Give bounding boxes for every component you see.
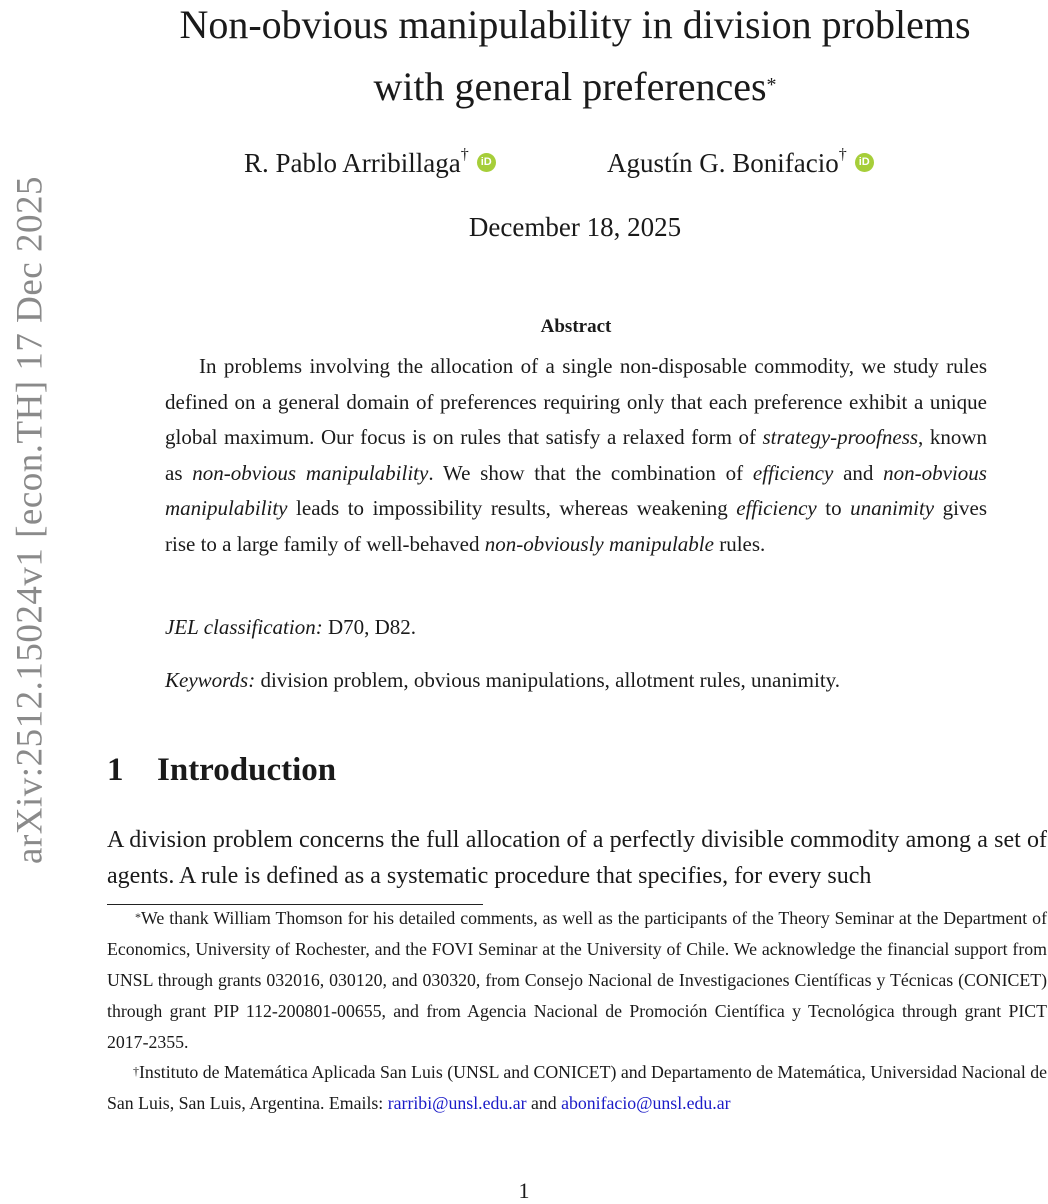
email-link-1[interactable]: rarribi@unsl.edu.ar: [387, 1093, 527, 1113]
abstract-emphasis: unanimity: [850, 496, 935, 520]
footnote-2-mark: †: [133, 1064, 140, 1078]
keywords-value: division problem, obvious manipulations, allotment rules, unanimity.: [255, 668, 841, 692]
keywords: [165, 668, 987, 693]
footnote-1: [107, 903, 1047, 1058]
email-link-2[interactable]: abonifacio@unsl.edu.ar: [561, 1093, 731, 1113]
author-2: [607, 148, 874, 179]
jel-classification: [165, 615, 987, 640]
title-line-1: Non-obvious manipulability in division problems: [179, 2, 971, 47]
abstract-text: , known as: [165, 425, 987, 485]
abstract-text: leads to impossibility results, whereas weakening: [287, 496, 737, 520]
section-number: 1: [107, 752, 124, 788]
abstract-emphasis: non-obvious manipulability: [192, 460, 429, 485]
author-1: [244, 148, 496, 179]
abstract-text: rules.: [713, 531, 766, 556]
footnote-2-text: Instituto de Matemática Aplicada San Luis (UNSL and CONICET) and Departamento de Matemática, Universidad Nacional de San Luis, San Luis, Argentina. Emails:: [107, 1062, 1048, 1113]
abstract-emphasis: efficiency: [752, 460, 834, 485]
orcid-icon[interactable]: iD: [477, 153, 496, 172]
abstract-text: gives rise to a large family of well-behaved: [165, 496, 988, 556]
paper-title: [80, 0, 1048, 118]
abstract-emphasis: strategy-proofness: [762, 425, 919, 449]
abstract-emphasis: non-obviously manipulable: [484, 531, 714, 556]
abstract-body: [165, 349, 987, 562]
abstract-emphasis: efficiency: [736, 496, 817, 520]
abstract-text: to: [816, 496, 851, 520]
abstract-emphasis: non-obvious manipulability: [165, 460, 987, 520]
author-list: [0, 148, 1048, 188]
arxiv-id: arXiv:2512.15024v1 [econ.TH] 17 Dec 2025: [9, 176, 51, 864]
footnote-1-mark: *: [135, 910, 141, 924]
section-heading: [107, 752, 336, 789]
page-number: 1: [518, 1178, 530, 1203]
author-1-name: R. Pablo Arribillaga: [244, 148, 461, 178]
abstract-text: . We show that the combination of: [428, 460, 753, 485]
abstract-text: and: [833, 460, 884, 485]
section-title: Introduction: [157, 752, 337, 788]
jel-label: JEL classification:: [165, 615, 323, 639]
footnote-1-text: We thank William Thomson for his detailed comments, as well as the participants of the Theory Seminar at the Department of Economics, University of Rochester, and the FOVI Seminar at the University of Chile. We acknowledge the financial support from UNSL through grants 032016, 030120, and 030320, from Consejo Nacional de Investigaciones Científicas y Técnicas (CONICET) through grant PIP 112-200801-00655, and from Agencia Nacional de Promoción Científica y Tecnológica through grant PICT 2017-2355.: [107, 908, 1047, 1052]
title-footnote-mark: *: [766, 74, 777, 96]
intro-paragraph: A division problem concerns the full allocation of a perfectly divisible commodity among a set of agents. A rule is defined as a systematic procedure that specifies, for every such: [107, 827, 1047, 889]
orcid-icon[interactable]: iD: [855, 153, 874, 172]
footnote-2-and: and: [526, 1093, 562, 1113]
author-2-mark: †: [838, 146, 847, 163]
abstract-text: In problems involving the allocation of a single non-disposable commodity, we study rules defined on a general domain of preferences requiring only that each preference exhibit a unique global maximum. Our focus is on rules that satisfy a relaxed form of: [165, 354, 987, 449]
footnote-2: [107, 1057, 1047, 1119]
keywords-label: Keywords:: [165, 668, 256, 692]
author-1-mark: †: [460, 146, 469, 163]
abstract-heading: Abstract: [540, 316, 612, 337]
arxiv-stamp: [0, 0, 60, 900]
author-2-name: Agustín G. Bonifacio: [607, 148, 839, 178]
jel-value: D70, D82.: [322, 615, 417, 639]
paper-date: December 18, 2025: [468, 212, 682, 242]
title-line-2: with general preferences: [373, 64, 767, 109]
